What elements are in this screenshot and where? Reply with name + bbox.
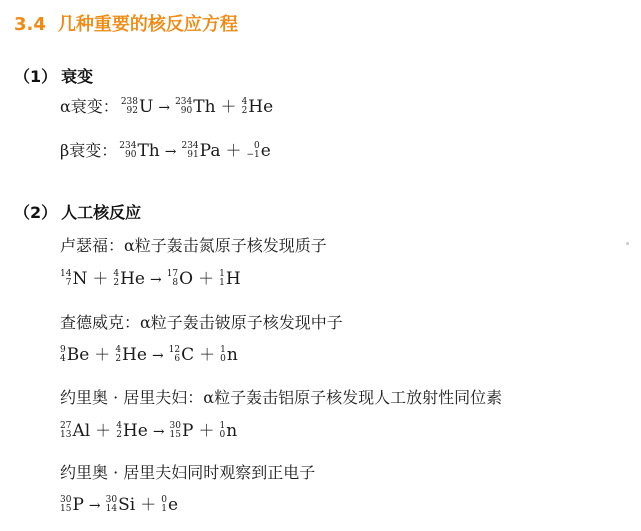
mass-number: 4: [116, 421, 122, 431]
isotope-numbers: [219, 270, 225, 288]
element-symbol: Si: [118, 494, 136, 515]
isotope-numbers: [219, 422, 225, 440]
equation: [60, 421, 237, 441]
element-symbol: Th: [193, 96, 216, 117]
reaction-arrow: →: [88, 497, 101, 514]
isotope-numbers: [247, 142, 260, 160]
equation: [121, 97, 273, 117]
element-symbol: O: [179, 268, 194, 289]
isotope-numbers: [115, 346, 121, 364]
nuclide: [167, 270, 193, 288]
nuclide: [170, 422, 194, 440]
element-symbol: H: [225, 268, 241, 289]
equation: [60, 269, 241, 289]
subheading-artificial: [14, 200, 141, 223]
atomic-number: 15: [169, 430, 181, 440]
nuclide: [242, 98, 274, 116]
element-symbol: He: [120, 268, 145, 289]
mass-number: 1: [219, 421, 226, 431]
nuclide: [219, 422, 237, 440]
reaction-arrow: →: [164, 143, 177, 160]
atomic-number: 15: [60, 504, 72, 514]
atomic-number: 2: [241, 106, 248, 116]
mass-number: 9: [60, 345, 66, 355]
isotope-numbers: [242, 98, 248, 116]
equation: [60, 495, 178, 515]
element-symbol: P: [72, 494, 84, 515]
mass-number: 12: [168, 345, 181, 355]
atomic-number: 8: [172, 278, 179, 288]
nuclide: [247, 142, 271, 160]
plus-sign: ＋: [199, 344, 216, 364]
isotope-numbers: [106, 496, 117, 514]
mass-number: 238: [120, 97, 138, 107]
isotope-numbers: [60, 422, 71, 440]
section-title-text: 几种重要的核反应方程: [57, 14, 238, 35]
mass-number: 234: [175, 97, 193, 107]
mass-number: 234: [181, 141, 199, 151]
atomic-number: 92: [126, 106, 138, 116]
mass-number: 234: [119, 141, 137, 151]
atomic-number: 90: [180, 106, 193, 116]
nuclide: [169, 346, 194, 364]
mass-number: 30: [169, 421, 181, 431]
element-symbol: Be: [66, 344, 90, 365]
nuclide: [175, 98, 215, 116]
description-curie-aluminum: 约里奥 · 居里夫妇：α粒子轰击铝原子核发现人工放射性同位素: [60, 388, 503, 407]
isotope-numbers: [119, 142, 136, 160]
nuclide: [181, 142, 220, 160]
element-symbol: n: [226, 344, 238, 365]
section-title: [14, 10, 238, 36]
description-curie-positron: 约里奥 · 居里夫妇同时观察到正电子: [60, 463, 316, 482]
element-symbol: N: [72, 268, 88, 289]
reaction-arrow: →: [149, 271, 162, 288]
nuclide: [106, 496, 136, 514]
reaction-arrow: →: [151, 347, 164, 364]
plus-sign: ＋: [220, 96, 237, 116]
subheading-text: 衰变: [61, 67, 94, 86]
isotope-numbers: [161, 496, 167, 514]
description-rutherford: 卢瑟福：α粒子轰击氮原子核发现质子: [60, 236, 327, 255]
nuclide: [220, 346, 238, 364]
element-symbol: Pa: [199, 140, 221, 161]
isotope-numbers: [116, 422, 122, 440]
nuclide: [60, 270, 87, 288]
equation-line-curie-positron: [60, 496, 178, 514]
equation: [119, 141, 271, 161]
element-symbol: C: [181, 344, 195, 365]
atomic-number: 7: [65, 278, 72, 288]
nuclide: [219, 270, 241, 288]
isotope-numbers: [60, 270, 71, 288]
atomic-number: 0: [219, 430, 226, 440]
atomic-number: 6: [174, 354, 181, 364]
mass-number: 0: [161, 495, 167, 505]
element-symbol: U: [139, 96, 154, 117]
reaction-arrow: →: [158, 99, 171, 116]
atomic-number: 14: [105, 504, 118, 514]
isotope-numbers: [169, 346, 180, 364]
beta-decay-line: [60, 142, 271, 160]
nuclide: [115, 346, 147, 364]
atomic-number: 0: [220, 354, 226, 364]
subheading-decay: [14, 64, 93, 87]
plus-sign: ＋: [225, 140, 242, 160]
equation-line-curie-aluminum: [60, 422, 237, 440]
subheading-number: （2）: [14, 203, 58, 222]
element-symbol: P: [182, 420, 194, 441]
nuclide: [113, 270, 145, 288]
reaction-arrow: →: [152, 423, 165, 440]
mass-number: 4: [113, 269, 120, 279]
alpha-decay-line: [60, 98, 273, 116]
atomic-number: 2: [116, 430, 122, 440]
mass-number: 17: [166, 269, 179, 279]
atomic-number: 1: [219, 278, 225, 288]
plus-sign: ＋: [94, 344, 111, 364]
isotope-numbers: [167, 270, 178, 288]
atomic-number: 13: [60, 430, 72, 440]
mass-number: 30: [60, 495, 72, 505]
atomic-number: 2: [113, 278, 120, 288]
isotope-numbers: [113, 270, 119, 288]
mass-number: 27: [60, 421, 72, 431]
atomic-number: 90: [125, 150, 137, 160]
mass-number: 30: [105, 495, 118, 505]
element-symbol: Th: [137, 140, 160, 161]
plus-sign: ＋: [140, 494, 157, 514]
alpha-decay-label: α衰变：: [60, 96, 119, 116]
mass-number: 0: [254, 141, 260, 151]
mass-number: 4: [115, 345, 122, 355]
nuclide: [60, 422, 90, 440]
isotope-numbers: [60, 346, 66, 364]
nuclide: [119, 142, 159, 160]
plus-sign: ＋: [95, 420, 112, 440]
subheading-number: （1）: [14, 67, 58, 86]
isotope-numbers: [170, 422, 181, 440]
element-symbol: He: [122, 344, 147, 365]
atomic-number: −1: [246, 150, 260, 160]
element-symbol: He: [248, 96, 274, 117]
element-symbol: He: [122, 420, 148, 441]
mass-number: 1: [220, 345, 226, 355]
plus-sign: ＋: [198, 420, 215, 440]
beta-decay-label: β衰变：: [60, 140, 118, 160]
atomic-number: 2: [115, 354, 122, 364]
isotope-numbers: [181, 142, 198, 160]
plus-sign: ＋: [198, 268, 215, 288]
description-chadwick: 查德威克：α粒子轰击铍原子核发现中子: [60, 313, 343, 332]
isotope-numbers: [175, 98, 192, 116]
mass-number: 4: [241, 97, 248, 107]
scan-speck: [626, 242, 629, 245]
element-symbol: n: [226, 420, 238, 441]
element-symbol: e: [260, 140, 271, 161]
nuclide: [116, 422, 148, 440]
nuclide: [121, 98, 154, 116]
nuclide: [161, 496, 178, 514]
section-number: 3.4: [14, 14, 46, 35]
equation-line-rutherford: [60, 270, 241, 288]
equation-line-chadwick: [60, 346, 238, 364]
element-symbol: Al: [72, 420, 91, 441]
nuclide: [60, 346, 89, 364]
atomic-number: 91: [187, 150, 199, 160]
plus-sign: ＋: [92, 268, 109, 288]
subheading-text: 人工核反应: [61, 203, 142, 222]
element-symbol: e: [167, 494, 178, 515]
isotope-numbers: [121, 98, 138, 116]
isotope-numbers: [60, 496, 71, 514]
isotope-numbers: [220, 346, 226, 364]
equation: [60, 345, 238, 365]
atomic-number: 4: [60, 354, 66, 364]
nuclide: [60, 496, 84, 514]
atomic-number: 1: [161, 504, 167, 514]
mass-number: 1: [219, 269, 225, 279]
mass-number: 14: [60, 269, 72, 279]
